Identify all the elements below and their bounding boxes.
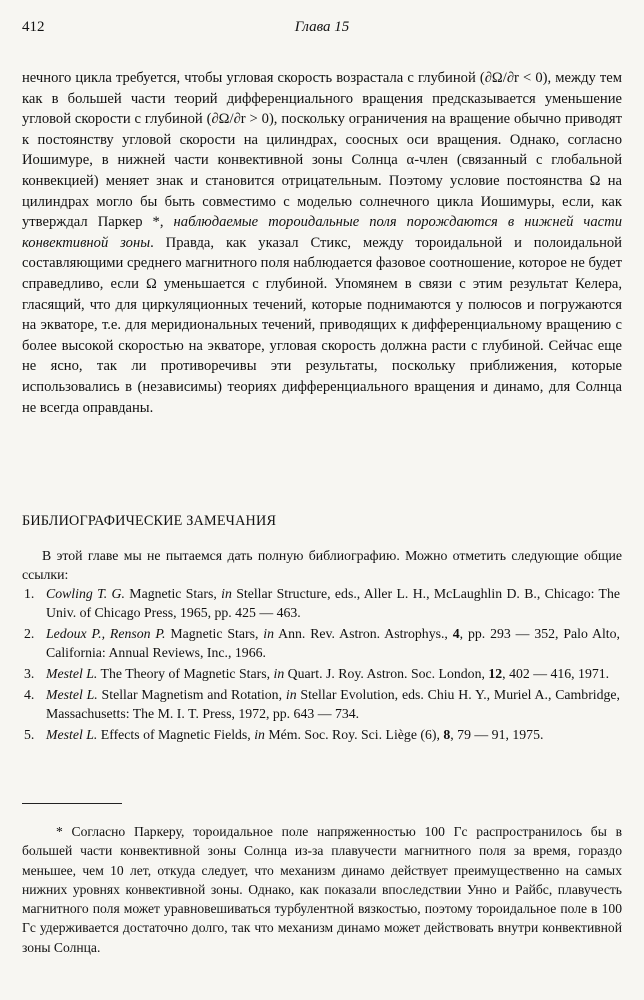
reference-authors: Cowling T. G. [46, 586, 125, 601]
footnote: * Согласно Паркеру, тороидальное поле напряженностью 100 Гс распространилось бы в большей части конвективной зоны Солнца из-за плавучести магнитного поля за время, гораздо меньшее, чем 10 лет, откуда следует, что механизм динамо действует преимущественно на самых нижних уровнях конвективной зоны. Однако, как показали впоследствии Унно и Райбс, плавучесть магнитного поля может уравновешиваться турбулентной вязкостью, поэтому тороидальное поле в 100 Гс удерживается достаточно долго, так что механизм динамо может действовать внутри конвективной зоны Солнца. [22, 824, 622, 955]
reference-authors: Mestel L. [46, 666, 98, 681]
reference-item [22, 685, 620, 723]
footnote-rule [22, 803, 122, 804]
reference-source: Stellar Structure, eds., Aller L. H., McLaughlin D. B., Chicago: The Univ. of Chicago Press, 1965, pp. 425 — 463. [46, 586, 620, 620]
reference-item [22, 664, 620, 683]
reference-title: Magnetic Stars, [165, 626, 264, 641]
reference-in: in [263, 626, 275, 641]
reference-title: Effects of Magnetic Fields, [97, 727, 255, 742]
reference-in: in [285, 687, 297, 702]
reference-in: in [221, 586, 232, 601]
chapter-title: Глава 15 [294, 19, 350, 35]
reference-authors: Mestel L. [46, 687, 98, 702]
reference-number: 2. [24, 626, 35, 641]
reference-item [22, 584, 620, 622]
reference-list [22, 584, 620, 746]
section-heading: БИБЛИОГРАФИЧЕСКИЕ ЗАМЕЧАНИЯ [22, 513, 277, 529]
page-header [22, 19, 622, 41]
page-number: 412 [22, 19, 45, 35]
reference-source: Mém. Soc. Roy. Sci. Liège (6), [264, 727, 444, 742]
reference-authors: Ledoux P., Renson P. [46, 626, 166, 641]
reference-pages: , pp. 293 — 352, Palo Alto, California: Annual Reviews, Inc., 1966. [46, 626, 620, 660]
reference-volume: 4 [452, 626, 460, 641]
main-text [22, 68, 622, 418]
reference-item [22, 725, 620, 744]
reference-title: Magnetic Stars, [124, 586, 222, 601]
body-text-a: нечного цикла требуется, чтобы угловая скорость возрастала с глубиной (∂Ω/∂r < 0), между тем как в большей части теорий дифференциального вращения предсказывается уменьшение угловой скорости с глубиной (∂Ω/∂r > 0), поскольку ограничения на вращение обычно приводят к постоянству угловой скорости на цилиндрах, соосных оси вращения. Однако, согласно Иошимуре, в нижней части конвективной зоны Солнца α-член (связанный с глобальной конвекцией) меняет знак и становится отрицательным. Поэтому условие постоянства Ω на цилиндрах могло бы быть совместимо с моделью солнечного цикла Иошимуры, если, как утверждал Паркер *, [22, 70, 622, 231]
reference-pages: , 402 — 416, 1971. [502, 666, 610, 681]
reference-item [22, 624, 620, 662]
reference-source: Quart. J. Roy. Astron. Soc. London, [284, 666, 489, 681]
body-text-b: . Правда, как указал Стикс, между тороидальной и полоидальной составляющими среднего магнитного поля наблюдается фазовое соотношение, которое не будет справедливо, если Ω уменьшается с глубиной. Упомянем в связи с этим результат Келера, гласящий, что для циркуляционных течений, которые поднимаются у полюсов и погружаются на экваторе, т.е. для меридиональных течений, приводящих к дифференциальному вращению с более высокой скоростью на экваторе, угловая скорость должна расти с глубиной. Сейчас еще не ясно, так ли противоречивы эти результаты, поскольку приближения, которые использовались в (независимы) теориях дифференциального вращения и динамо, для Солнца не всегда оправданы. [22, 234, 622, 416]
reference-source: Ann. Rev. Astron. Astrophys., [274, 626, 453, 641]
body-text-italic: наблюдаемые тороидальные поля порождаются в нижней части конвективной зоны [22, 214, 622, 251]
reference-title: The Theory of Magnetic Stars, [97, 666, 274, 681]
reference-number: 5. [24, 727, 35, 742]
reference-pages: , 79 — 91, 1975. [450, 727, 544, 742]
reference-title: Stellar Magnetism and Rotation, [97, 687, 286, 702]
reference-number: 3. [24, 666, 35, 681]
reference-volume: 12 [488, 666, 503, 681]
reference-authors: Mestel L. [46, 727, 98, 742]
reference-source: Stellar Evolution, eds. Chiu H. Y., Muriel A., Cambridge, Massachusetts: The M. I. T. Press, 1972, pp. 643 — 734. [46, 687, 620, 721]
body-paragraph [22, 68, 622, 418]
reference-in: in [254, 727, 265, 742]
reference-number: 4. [24, 687, 35, 702]
section-intro: В этой главе мы не пытаемся дать полную библиографию. Можно отметить следующие общие ссылки: [22, 548, 622, 582]
reference-number: 1. [24, 586, 35, 601]
reference-volume: 8 [443, 727, 451, 742]
reference-in: in [273, 666, 285, 681]
